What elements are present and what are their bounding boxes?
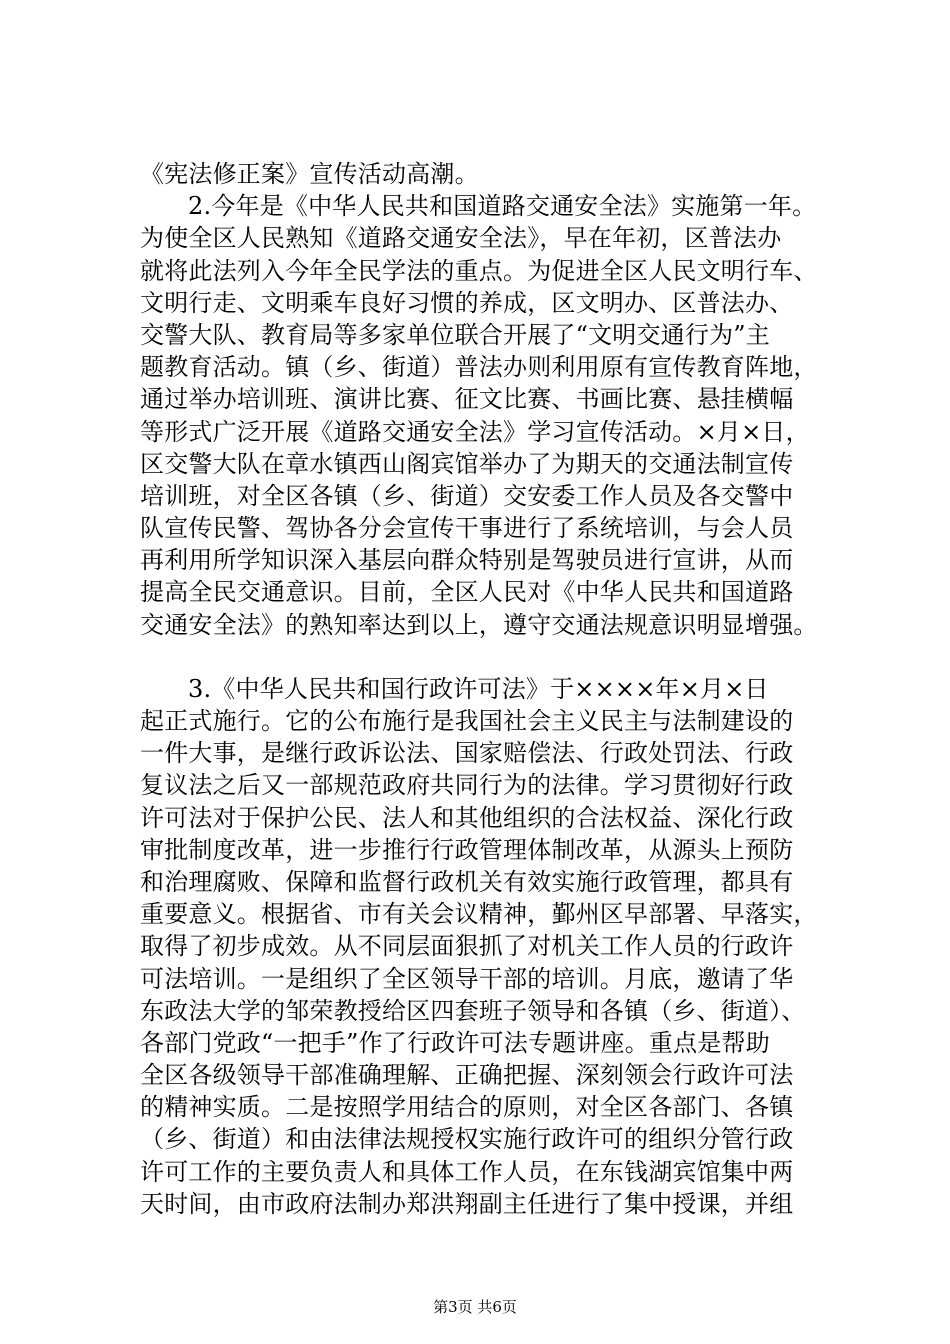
text-line: 全区各级领导干部准确理解、正确把握、深刻领会行政许可法 [140, 1061, 794, 1090]
text-line: 可法培训。一是组织了全区领导干部的培训。月底，邀请了华 [140, 964, 794, 993]
text-line: 许可法对于保护公民、法人和其他组织的合法权益、深化行政 [140, 803, 794, 832]
text-line: 培训班，对全区各镇（乡、街道）交安委工作人员及各交警中 [140, 481, 794, 510]
text-line: 通过举办培训班、演讲比赛、征文比赛、书画比赛、悬挂横幅 [140, 385, 794, 414]
text-line: 复议法之后又一部规范政府共同行为的法律。学习贯彻好行政 [140, 771, 794, 800]
text-line: 再利用所学知识深入基层向群众特别是驾驶员进行宣讲，从而 [140, 546, 794, 575]
paragraph-1 [140, 158, 840, 190]
page-number: 第3页 共6页 [433, 1298, 517, 1316]
text-line: 的精神实质。二是按照学用结合的原则，对全区各部门、各镇 [140, 1093, 794, 1122]
text-line: 交通安全法》的熟知率达到以上，遵守交通法规意识明显增强。 [140, 610, 818, 639]
text-line: 重要意义。根据省、市有关会议精神，鄞州区早部署、早落实， [140, 900, 818, 929]
paragraph-spacer [140, 641, 840, 673]
text-line: 和治理腐败、保障和监督行政机关有效实施行政管理，都具有 [140, 867, 794, 896]
text-line: 就将此法列入今年全民学法的重点。为促进全区人民文明行车、 [140, 256, 818, 285]
text-line: 审批制度改革，进一步推行行政管理体制改革，从源头上预防 [140, 835, 794, 864]
text-line: 提高全民交通意识。目前，全区人民对《中华人民共和国道路 [140, 578, 794, 607]
text-line: 等形式广泛开展《道路交通安全法》学习宣传活动。×月×日， [140, 417, 810, 446]
text-line: 文明行走、文明乘车良好习惯的养成，区文明办、区普法办、 [140, 288, 794, 317]
text-line: 许可工作的主要负责人和具体工作人员，在东钱湖宾馆集中两 [140, 1157, 794, 1186]
text-line: 3.《中华人民共和国行政许可法》于××××年×月×日 [188, 674, 769, 703]
text-line: 取得了初步成效。从不同层面狠抓了对机关工作人员的行政许 [140, 932, 794, 961]
text-line: 2.今年是《中华人民共和国道路交通安全法》实施第一年。 [188, 192, 817, 221]
text-line: 《宪法修正案》宣传活动高潮。 [140, 160, 479, 188]
text-line: （乡、街道）和由法律法规授权实施行政许可的组织分管行政 [140, 1125, 794, 1154]
text-line: 队宣传民警、驾协各分会宣传干事进行了系统培训，与会人员 [140, 514, 794, 543]
paragraph-2 [140, 190, 840, 641]
text-line: 题教育活动。镇（乡、街道）普法办则利用原有宣传教育阵地， [140, 353, 818, 382]
text-line: 各部门党政“一把手”作了行政许可法专题讲座。重点是帮助 [140, 1028, 770, 1057]
text-line: 交警大队、教育局等多家单位联合开展了“文明交通行为”主 [140, 320, 770, 349]
text-line: 为使全区人民熟知《道路交通安全法》，早在年初，区普法办 [140, 224, 782, 253]
text-line: 区交警大队在章水镇西山阁宾馆举办了为期天的交通法制宣传 [140, 449, 794, 478]
text-line: 天时间，由市政府法制办郑洪翔副主任进行了集中授课，并组 [140, 1189, 794, 1218]
text-line: 东政法大学的邹荣教授给区四套班子领导和各镇（乡、街道）、 [140, 996, 806, 1025]
paragraph-3 [140, 673, 840, 1220]
text-line: 起正式施行。它的公布施行是我国社会主义民主与法制建设的 [140, 707, 794, 735]
text-line: 一件大事，是继行政诉讼法、国家赔偿法、行政处罚法、行政 [140, 739, 794, 768]
document-body [140, 158, 840, 1220]
